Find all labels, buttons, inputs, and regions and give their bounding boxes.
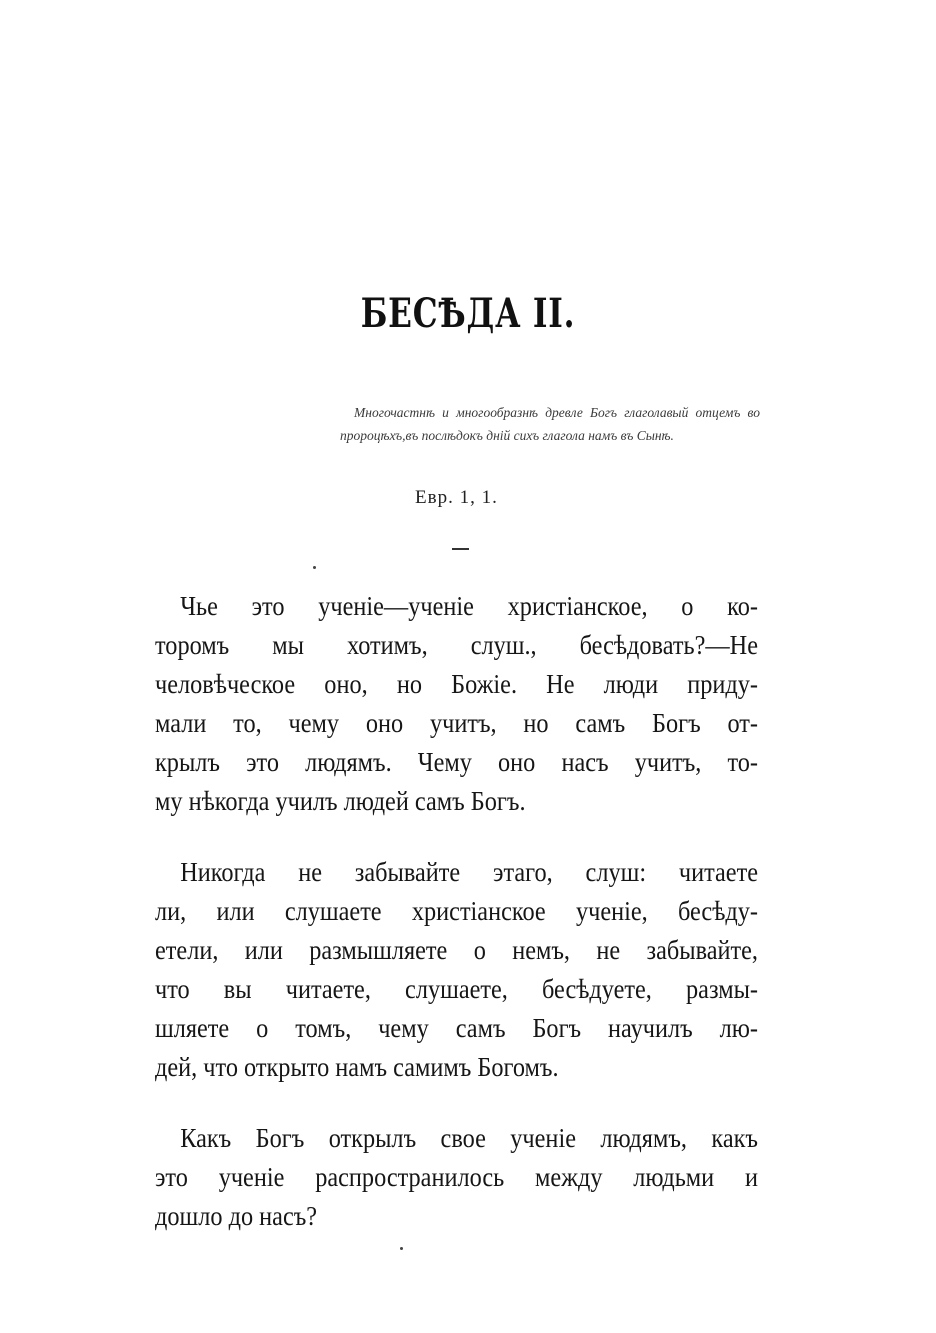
- print-speck: [313, 566, 316, 569]
- paragraph-line: етели, или размышляете о немъ, не забывайте,: [155, 935, 758, 965]
- paragraph-line: му нѣкогда училъ людей самъ Богъ.: [155, 786, 526, 816]
- paragraph-3: [155, 1119, 758, 1236]
- print-speck: [400, 1247, 403, 1250]
- paragraph-line: ли, или слушаете христіанское ученіе, бесѣду-: [155, 896, 758, 926]
- section-divider: [452, 548, 469, 550]
- chapter-heading: БЕСѢДА II.: [360, 290, 576, 337]
- epigraph-reference: Евр. 1, 1.: [415, 487, 498, 508]
- paragraph-line: что вы читаете, слушаете, бесѣдуете, размы-: [155, 974, 758, 1004]
- paragraph-line: Никогда не забывайте этаго, слуш: читаете: [180, 857, 758, 887]
- paragraph-line: крылъ это людямъ. Чему оно насъ учитъ, то-: [155, 747, 758, 777]
- paragraph-2: [155, 853, 758, 1087]
- paragraph-line: Какъ Богъ открылъ свое ученіе людямъ, какъ: [180, 1123, 758, 1153]
- paragraph-line: это ученіе распространилось между людьми и: [155, 1162, 758, 1192]
- paragraph-1: [155, 587, 758, 821]
- paragraph-line: Чье это ученіе—ученіе христіанское, о ко-: [180, 591, 758, 621]
- paragraph-line: торомъ мы хотимъ, слуш., бесѣдовать?—Не: [155, 630, 758, 660]
- paragraph-line: мали то, чему оно учитъ, но самъ Богъ от-: [155, 708, 758, 738]
- paragraph-line: человѣческое оно, но Божіе. Не люди приду-: [155, 669, 758, 699]
- epigraph-text: Многочастнѣ и многообразнѣ древле Богъ глаголавый отцемъ во пророцѣхъ,въ послѣдокъ днiй сихъ глагола намъ въ Сынѣ.: [340, 405, 760, 443]
- paragraph-line: шляете о томъ, чему самъ Богъ научилъ лю-: [155, 1013, 758, 1043]
- paragraph-line: дей, что открыто намъ самимъ Богомъ.: [155, 1052, 559, 1082]
- paragraph-line: дошло до насъ?: [155, 1201, 318, 1231]
